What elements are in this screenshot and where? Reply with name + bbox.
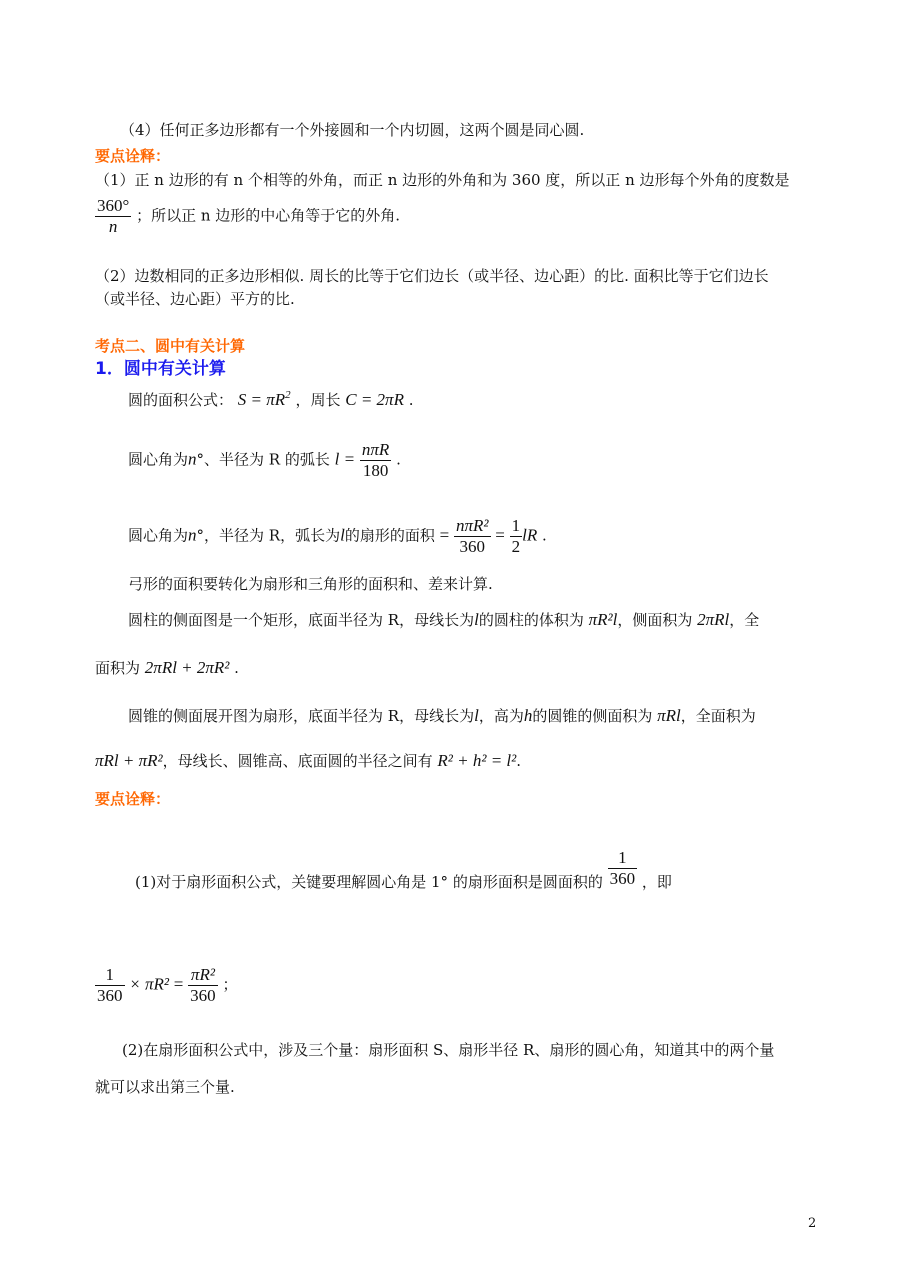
cone-lateral-formula: πRl (657, 706, 681, 725)
cylinder-volume-formula: πR²l (588, 610, 618, 629)
perimeter-formula: C = 2πR (345, 390, 404, 409)
circle-area-line: 圆的面积公式： $S = \pi R^2$ ，周长 C = 2πR . (128, 389, 414, 409)
area-formula: $S = \pi R^2$ (237, 389, 291, 409)
key-points-label-2: 要点诠释： (95, 790, 171, 808)
arc-length-fraction: $\frac{\text{nπR}}{180}$ (361, 440, 390, 480)
segment-area-line: 弓形的面积要转化为扇形和三角形的面积和、差来计算. (128, 575, 493, 593)
key-points-label: 要点诠释： (95, 147, 171, 165)
cone-total-formula: πRl + πR² (95, 751, 163, 770)
one-half-fraction: $\frac{1}{2}$ (511, 516, 521, 556)
subsection-heading: 1．圆中有关计算 (95, 359, 226, 379)
sector-note-1-line-a: (1)对于扇形面积公式，关键要理解圆心角是 1° 的扇形面积是圆面积的 $\frac{1}{360}$ ，即 (135, 847, 672, 891)
sector-note-2-line-b: 就可以求出第三个量. (95, 1078, 235, 1096)
note-2-line-b: （或半径、边心距）平方的比. (95, 290, 295, 308)
sector-note-2-line-a: (2)在扇形面积公式中，涉及三个量：扇形面积 S、扇形半径 R、扇形的圆心角，知道其中的两个量 (122, 1041, 775, 1059)
cone-relation-formula: R² + h² = l² (437, 751, 517, 770)
one-over-360-fraction-b: $\frac{1}{360}$ (97, 965, 123, 1005)
paragraph-regular-polygon-4: （4）任何正多边形都有一个外接圆和一个内切圆，这两个圆是同心圆. (120, 121, 585, 139)
exterior-angle-fraction: $\frac{360^\circ}{n}$ (97, 196, 130, 236)
arc-length-line: 圆心角为n°、半径为 R 的弧长 l = $\frac{\text{nπR}}{180}$ . (128, 440, 401, 480)
section-heading: 考点二、圆中有关计算 (95, 337, 246, 355)
note-1-line-a: （1）正 n 边形的有 n 个相等的外角，而正 n 边形的外角和为 360 度，所以正 n 边形每个外角的度数是 (95, 171, 790, 189)
sector-note-1-line-b: $\frac{1}{360}$ × πR² = $\frac{\text{πR²}}{360}$ ； (97, 965, 238, 1005)
sector-area-line: 圆心角为n°，半径为 R，弧长为l的扇形的面积 = $\frac{\text{nπR²}}{360}$ = $\frac{1}{2}$ lR . (128, 516, 547, 556)
cylinder-lateral-formula: 2πRl (697, 610, 730, 629)
one-over-360-fraction: $\frac{1}{360}$ (609, 847, 636, 888)
cylinder-line-a: 圆柱的侧面图是一个矩形，底面半径为 R，母线长为l的圆柱的体积为 πR²l，侧面积为 2πRl，全 (128, 610, 760, 629)
pi-r-squared-over-360-fraction: $\frac{\text{πR²}}{360}$ (190, 965, 216, 1005)
note-2-line-a: （2）边数相同的正多边形相似. 周长的比等于它们边长（或半径、边心距）的比. 面积比等于它们边长 (95, 267, 769, 285)
page-number: 2 (808, 1216, 817, 1231)
sector-area-fraction: $\frac{\text{nπR²}}{360}$ (456, 516, 489, 556)
cylinder-line-b: 面积为 2πRl + 2πR² . (95, 658, 239, 677)
note-1-line-b: $\frac{360^\circ}{n}$ ；所以正 n 边形的中心角等于它的外角. (97, 196, 401, 236)
cone-line-a: 圆锥的侧面展开图为扇形，底面半径为 R，母线长为l，高为h的圆锥的侧面积为 πRl，全面积为 (128, 706, 756, 725)
cone-line-b: πRl + πR²，母线长、圆锥高、底面圆的半径之间有 R² + h² = l². (95, 751, 522, 770)
cylinder-total-formula: 2πRl + 2πR² (144, 658, 230, 677)
